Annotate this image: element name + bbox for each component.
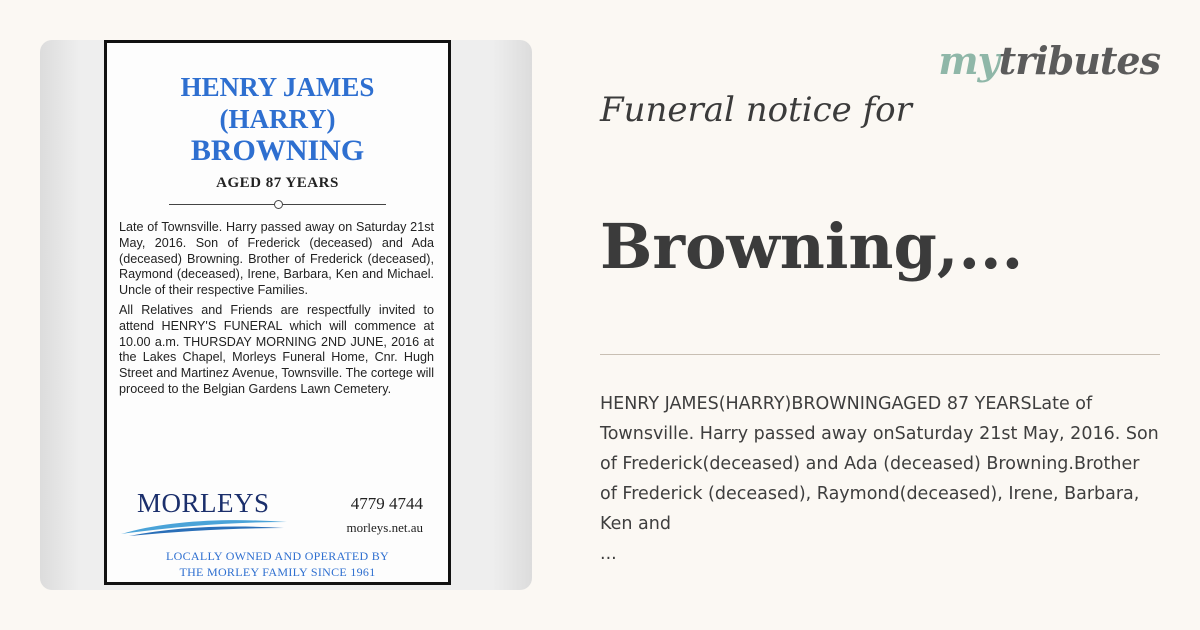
excerpt-text: HENRY JAMES(HARRY)BROWNINGAGED 87 YEARSLate of Townsville. Harry passed away onSaturday 21st May, 2016. Son of Frederick(deceased) and Ada (deceased) Browning.Brother of Frederick (deceased), Raymond(deceased), Irene, Barbara, Ken and [600,394,1159,534]
mytributes-logo[interactable] [938,38,1160,83]
notice-tagline-line: THE MORLEY FAMILY SINCE 1961 [179,565,376,579]
notice-deceased-name [107,71,448,167]
logo-swoosh-icon [119,516,289,538]
notice-name-line: BROWNING [190,134,365,167]
notice-tagline-line: LOCALLY OWNED AND OPERATED BY [165,549,390,563]
notice-tagline [117,548,438,580]
divider-ornament-icon [274,200,283,209]
brand-part: tributes [998,38,1160,83]
notice-paragraph: Late of Townsville. Harry passed away on Saturday 21st May, 2016. Son of Frederick (deceased) and Ada (deceased) Browning. Brother of Frederick (deceased), Raymond (deceased), Irene, Barbara, Ken and Michael. Uncle of their respective Families. [119,220,434,298]
notice-age: AGED 87 YEARS [216,175,339,191]
notice-website: morleys.net.au [346,520,423,535]
notice-excerpt [600,389,1160,569]
notice-body [119,220,434,398]
divider [600,354,1160,355]
notice-footer [117,488,438,583]
funeral-notice-image [40,40,532,590]
notice-phone: 4779 4744 [350,494,423,513]
page-heading: Funeral notice for [600,90,912,130]
morleys-logo: MORLEYS [137,488,270,518]
excerpt-ellipsis: ... [600,544,617,564]
notice-name-line: (HARRY) [219,104,336,134]
deceased-surname: Browning,... [600,210,1024,283]
notice-card [104,40,451,585]
notice-paragraph: All Relatives and Friends are respectfully invited to attend HENRY'S FUNERAL which will commence at 10.00 a.m. THURSDAY MORNING 2ND JUNE, 2016 at the Lakes Chapel, Morleys Funeral Home, Cnr. Hugh Street and Martinez Avenue, Townsville. The cortege will proceed to the Belgian Gardens Lawn Cemetery. [119,302,434,396]
brand-part: my [938,38,999,83]
notice-divider [169,198,386,210]
notice-name-line: HENRY JAMES [180,72,375,102]
